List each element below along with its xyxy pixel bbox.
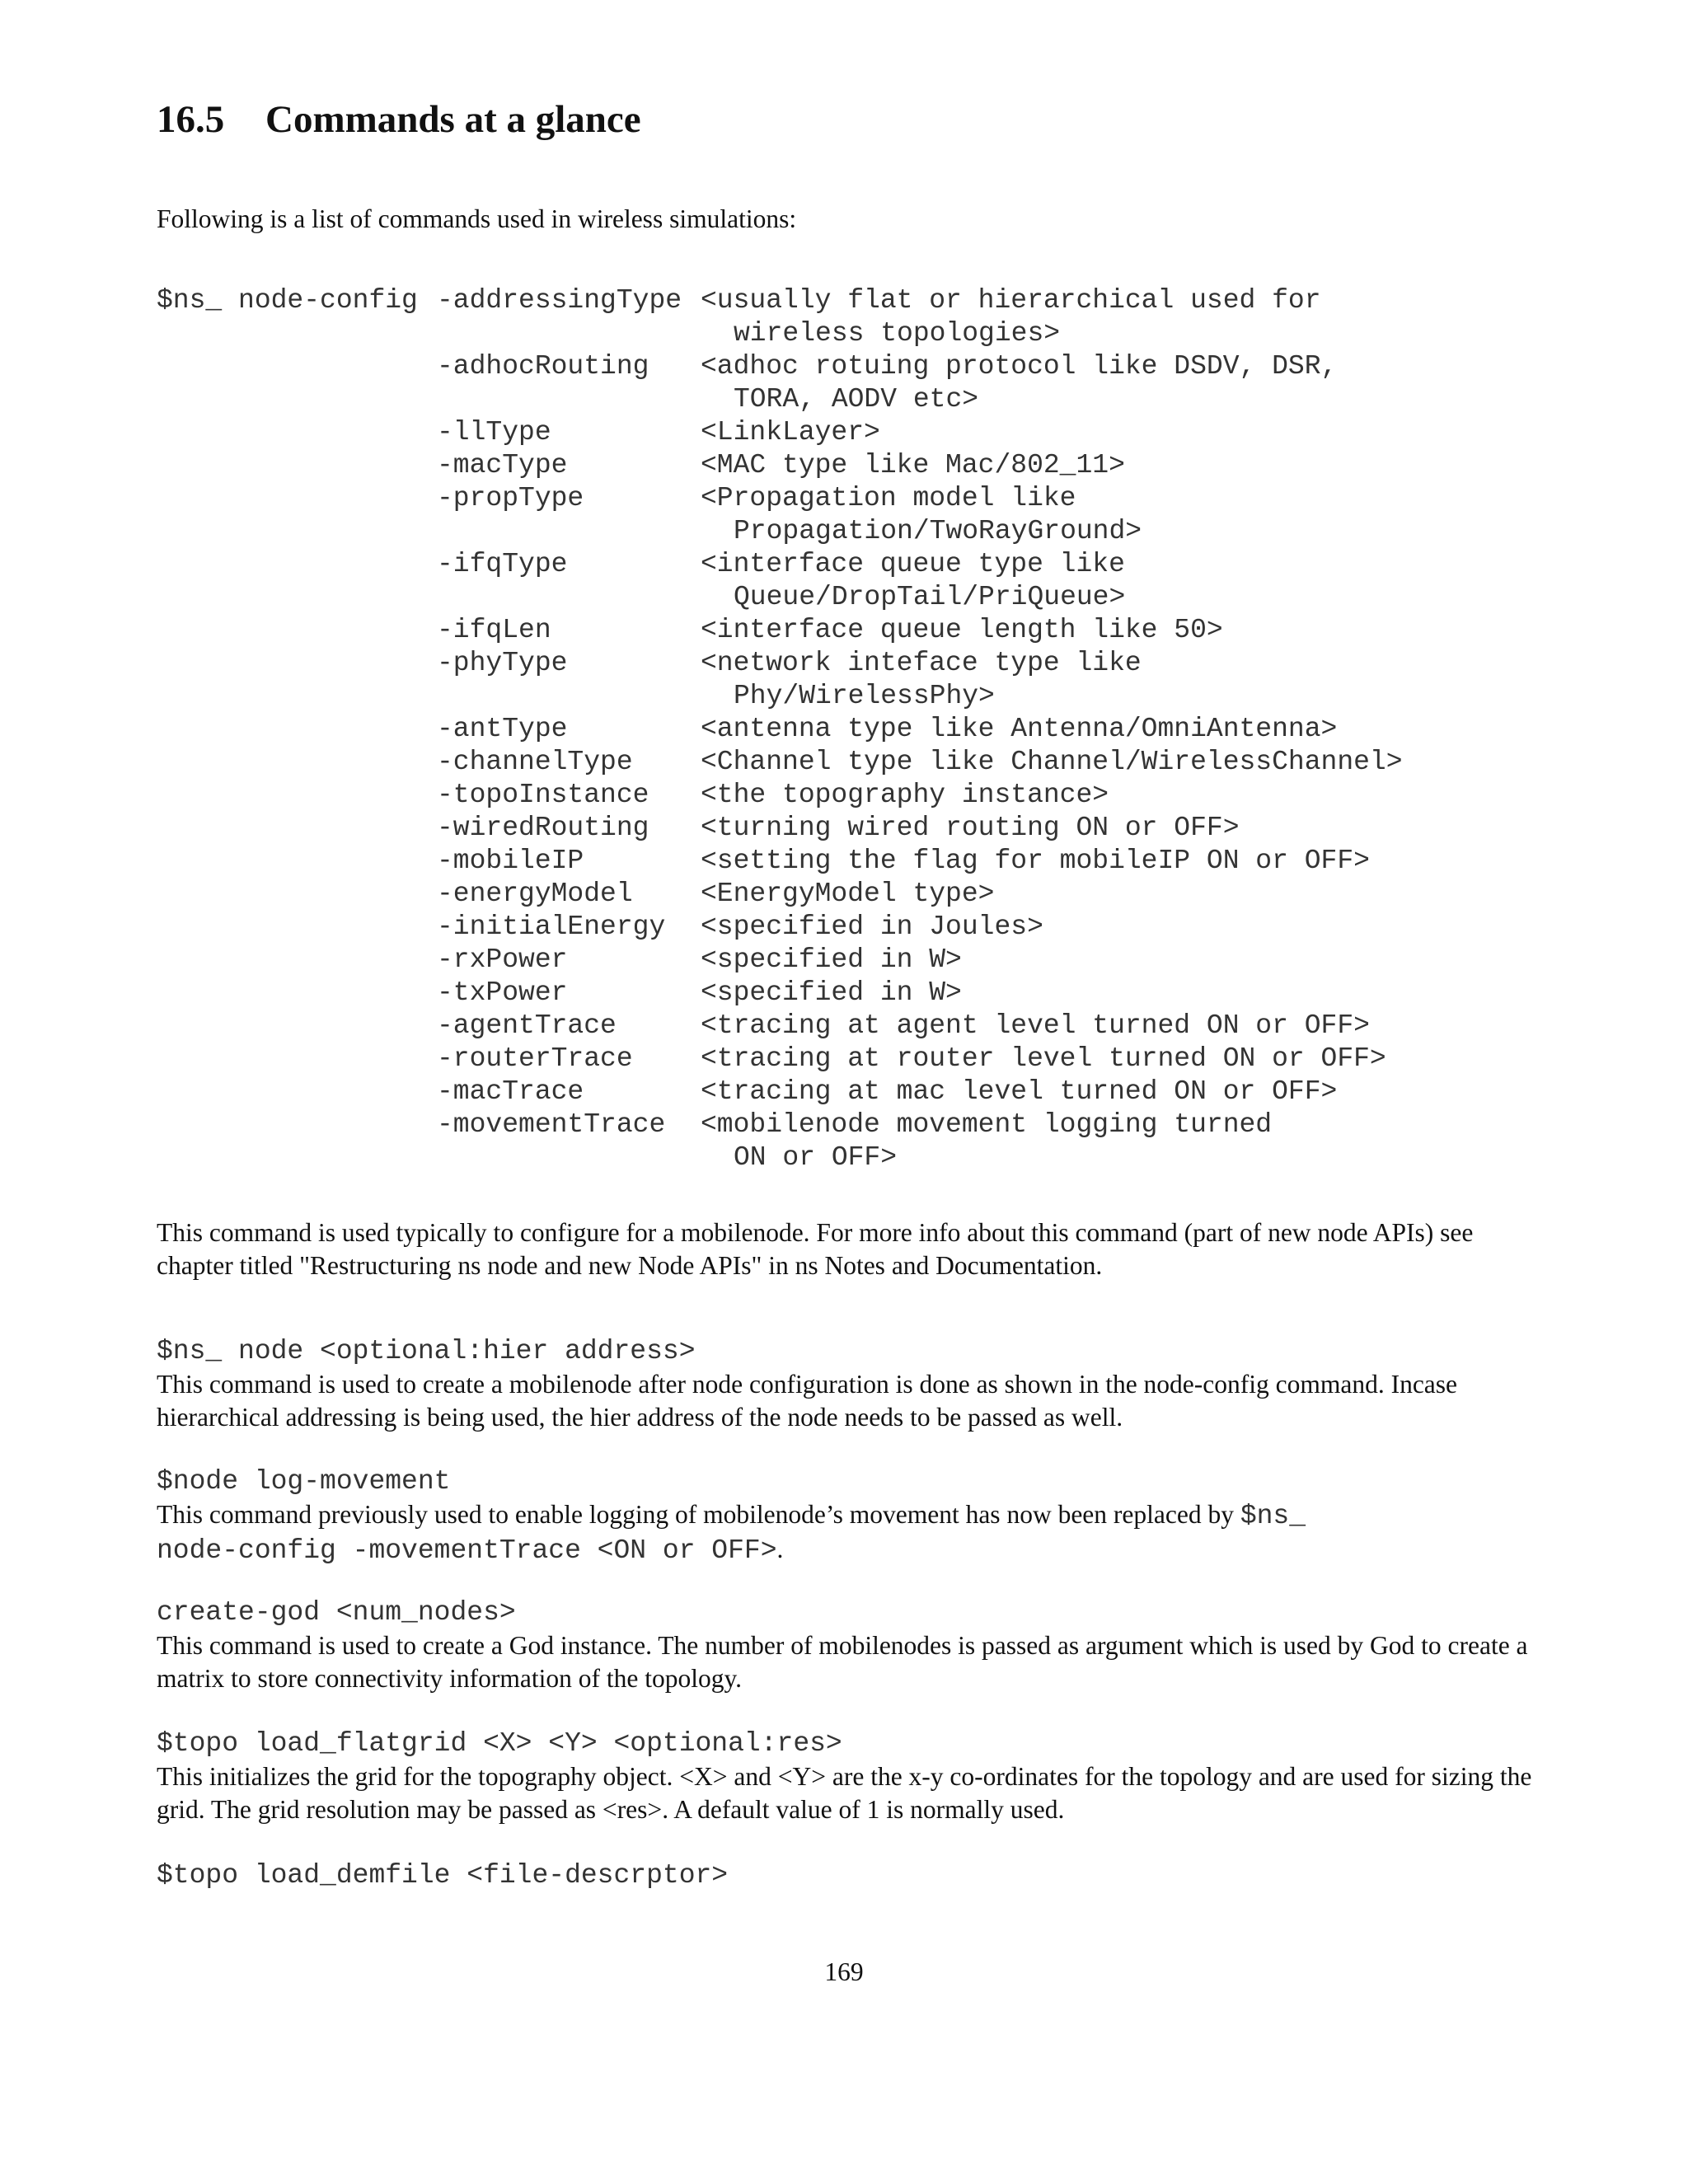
node-config-option: [157, 548, 1558, 581]
node-config-option: [157, 482, 1558, 515]
node-config-option: [157, 779, 1558, 812]
option-description: <the topography instance>: [701, 780, 1109, 810]
option-description: <tracing at agent level turned ON or OFF>: [701, 1010, 1370, 1041]
option-description: <mobilenode movement logging turned: [701, 1109, 1273, 1140]
option-description-continued: Phy/WirelessPhy>: [734, 681, 995, 711]
option-name: -macType: [437, 450, 568, 480]
log-movement-text-end: .: [776, 1535, 784, 1563]
node-config-block: [157, 284, 1558, 1174]
node-config-option: [157, 944, 1558, 977]
log-movement-text: This command previously used to enable logging of mobilenode’s movement has now been replaced by: [157, 1500, 1240, 1529]
option-name: -ifqLen: [437, 615, 551, 645]
intro-paragraph: Following is a list of commands used in wireless simulations:: [157, 204, 797, 233]
option-description: <EnergyModel type>: [701, 879, 995, 909]
option-description: <specified in W>: [701, 977, 962, 1008]
option-name: -mobileIP: [437, 846, 584, 876]
node-config-option-continuation: [157, 581, 1558, 614]
option-description-continued: Queue/DropTail/PriQueue>: [734, 582, 1126, 612]
node-config-option: [157, 284, 1558, 317]
option-description-continued: wireless topologies>: [734, 318, 1061, 349]
option-description: <usually flat or hierarchical used for: [701, 285, 1321, 316]
node-config-option: [157, 350, 1558, 383]
option-description: <Channel type like Channel/WirelessChannel>: [701, 747, 1403, 777]
option-name: -channelType: [437, 747, 633, 777]
command-load-demfile-code: $topo load_demfile <file-descrptor>: [157, 1860, 729, 1891]
option-description: <MAC type like Mac/802_11>: [701, 450, 1125, 480]
log-movement-inline-code: $ns_ node-config -movementTrace <ON or OFF>: [157, 1501, 1306, 1566]
option-description: <specified in W>: [701, 944, 962, 975]
command-create-god-description: This command is used to create a God instance. The number of mobilenodes is passed as argument which is used by God to create a matrix to store connectivity information of the topology.: [157, 1631, 1528, 1693]
option-description: <tracing at mac level turned ON or OFF>: [701, 1076, 1338, 1107]
option-name: -macTrace: [437, 1076, 584, 1107]
command-load-flatgrid-code: $topo load_flatgrid <X> <Y> <optional:res>: [157, 1728, 842, 1759]
node-config-option-continuation: [157, 515, 1558, 548]
section-number: 16.5: [157, 98, 225, 141]
option-description: <interface queue length like 50>: [701, 615, 1223, 645]
node-config-option-continuation: [157, 680, 1558, 713]
option-description: <Propagation model like: [701, 483, 1076, 513]
option-name: -adhocRouting: [437, 351, 649, 382]
option-description: <antenna type like Antenna/OmniAntenna>: [701, 714, 1338, 744]
option-description: <specified in Joules>: [701, 912, 1043, 942]
node-config-option-continuation: [157, 383, 1558, 416]
command-create-god-code: create-god <num_nodes>: [157, 1597, 516, 1628]
node-config-option-continuation: [157, 317, 1558, 350]
option-description: <interface queue type like: [701, 549, 1125, 579]
node-config-option: [157, 647, 1558, 680]
option-description-continued: ON or OFF>: [734, 1142, 898, 1173]
option-name: -rxPower: [437, 944, 568, 975]
option-description: <adhoc rotuing protocol like DSDV, DSR,: [701, 351, 1338, 382]
option-name: -antType: [437, 714, 568, 744]
node-config-option: [157, 845, 1558, 878]
node-config-option-continuation: [157, 1141, 1558, 1174]
option-name: -topoInstance: [437, 780, 649, 810]
option-name: -wiredRouting: [437, 813, 649, 843]
node-config-option: [157, 1108, 1558, 1141]
command-node-description: This command is used to create a mobilenode after node configuration is done as shown in the node-config command. Incase hierarchical addressing is being used, the hier address of the node needs to be passed as well.: [157, 1370, 1458, 1432]
section-title: Commands at a glance: [265, 98, 641, 141]
node-config-option: [157, 713, 1558, 746]
node-config-option: [157, 614, 1558, 647]
node-config-option: [157, 977, 1558, 1010]
option-description: <tracing at router level turned ON or OFF>: [701, 1043, 1386, 1074]
option-description: <LinkLayer>: [701, 417, 880, 448]
command-log-movement-code: $node log-movement: [157, 1466, 451, 1497]
command-node-code: $ns_ node <optional:hier address>: [157, 1336, 696, 1366]
node-config-option: [157, 746, 1558, 779]
command-load-flatgrid-description: This initializes the grid for the topography object. <X> and <Y> are the x-y co-ordinates for the topology and are used for sizing the grid. The grid resolution may be passed as <res>. A default value of 1 is normally used.: [157, 1762, 1532, 1824]
option-description: <turning wired routing ON or OFF>: [701, 813, 1240, 843]
option-name: -phyType: [437, 648, 568, 678]
node-config-option: [157, 1010, 1558, 1043]
option-description-continued: Propagation/TwoRayGround>: [734, 516, 1142, 546]
node-config-option: [157, 1076, 1558, 1108]
option-description-continued: TORA, AODV etc>: [734, 384, 979, 415]
node-config-explanation: This command is used typically to configure for a mobilenode. For more info about this command (part of new node APIs) see chapter titled "Restructuring ns node and new Node APIs" in ns Notes and Documentation.: [157, 1218, 1474, 1280]
option-name: -propType: [437, 483, 584, 513]
node-config-option: [157, 812, 1558, 845]
option-name: -initialEnergy: [437, 912, 666, 942]
option-name: -addressingType: [437, 285, 682, 316]
option-name: -ifqType: [437, 549, 568, 579]
command-log-movement-description: [157, 1498, 1376, 1568]
node-config-option: [157, 1043, 1558, 1076]
node-config-option: [157, 878, 1558, 911]
option-name: -movementTrace: [437, 1109, 666, 1140]
section-heading: [157, 97, 641, 142]
option-name: -llType: [437, 417, 551, 448]
node-config-option: [157, 416, 1558, 449]
option-name: -agentTrace: [437, 1010, 617, 1041]
option-description: <setting the flag for mobileIP ON or OFF>: [701, 846, 1370, 876]
node-config-command: $ns_ node-config: [157, 285, 418, 316]
option-name: -txPower: [437, 977, 568, 1008]
node-config-option: [157, 449, 1558, 482]
page-number: 169: [824, 1957, 864, 1986]
option-name: -routerTrace: [437, 1043, 633, 1074]
option-description: <network inteface type like: [701, 648, 1142, 678]
node-config-option: [157, 911, 1558, 944]
option-name: -energyModel: [437, 879, 633, 909]
